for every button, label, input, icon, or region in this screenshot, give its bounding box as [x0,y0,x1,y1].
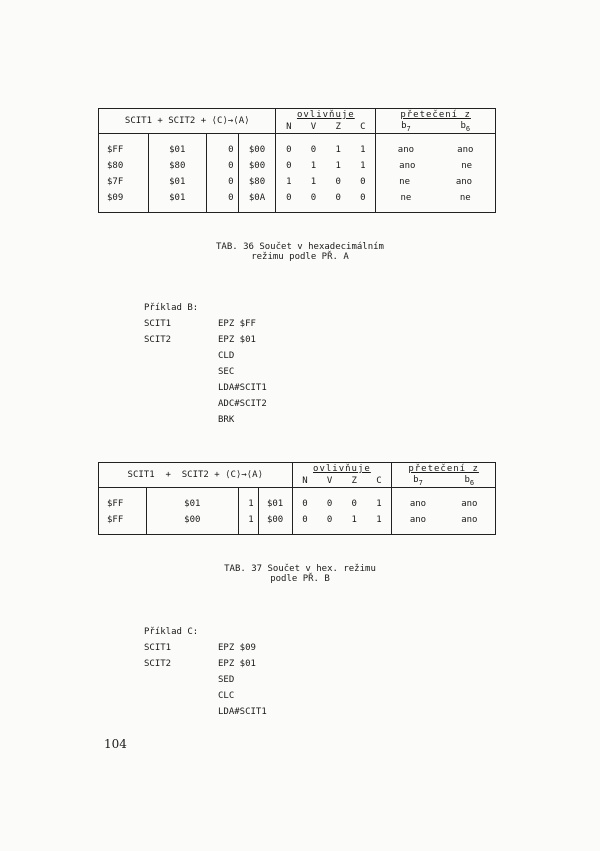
example-c-title: Příklad C: [144,627,199,637]
header-expression: SCIT1 + SCIT2 + ⟨C⟩→⟨A⟩ [99,109,276,134]
example-c-listing: Příklad C: SCIT1 EPZ $09 SCIT2 EPZ $01 SED CLC LDA#SCIT1 [144,624,267,720]
table-row: $09 $01 0 $0A 0 0 0 0 ne ne [99,190,496,213]
table-row: $7F $01 0 $80 1 1 0 0 ne ano [99,174,496,190]
table-row: $FF $00 1 $00 0 0 1 1 ano ano [99,512,496,535]
table-row: $80 $80 0 $00 0 1 1 1 ano ne [99,158,496,174]
bit-headers: $b_7$ $b_6$ [376,121,496,133]
header-overflow: přetečení z [392,463,496,476]
flag-headers: N V Z C [292,475,392,487]
bit-headers: $b_7$ $b_6$ [392,475,496,487]
table-37-caption: TAB. 37 Součet v hex. režimu podle PŘ. B [224,564,376,584]
header-expression: SCIT1 + SCIT2 + ⟨C⟩→⟨A⟩ [99,463,293,488]
table-36 [98,108,496,213]
table-36-caption: TAB. 36 Součet v hexadecimálním režimu podle PŘ. A [216,242,384,262]
example-b-title: Příklad B: [144,303,199,313]
flag-headers: N V Z C [276,121,376,133]
table-37 [98,462,496,535]
header-affects: ovlivňuje [292,463,392,476]
header-overflow: přetečení z [376,109,496,122]
table-row: $FF $01 0 $00 0 0 1 1 ano ano [99,142,496,158]
example-b-listing: Příklad B: SCIT1 EPZ $FF SCIT2 EPZ $01 CLD SEC LDA#SCIT1 ADC#SCIT2 BRK [144,300,267,428]
header-affects: ovlivňuje [276,109,376,122]
table-row: $FF $01 1 $01 0 0 0 1 ano ano [99,496,496,512]
page-number: 104 [104,737,127,751]
